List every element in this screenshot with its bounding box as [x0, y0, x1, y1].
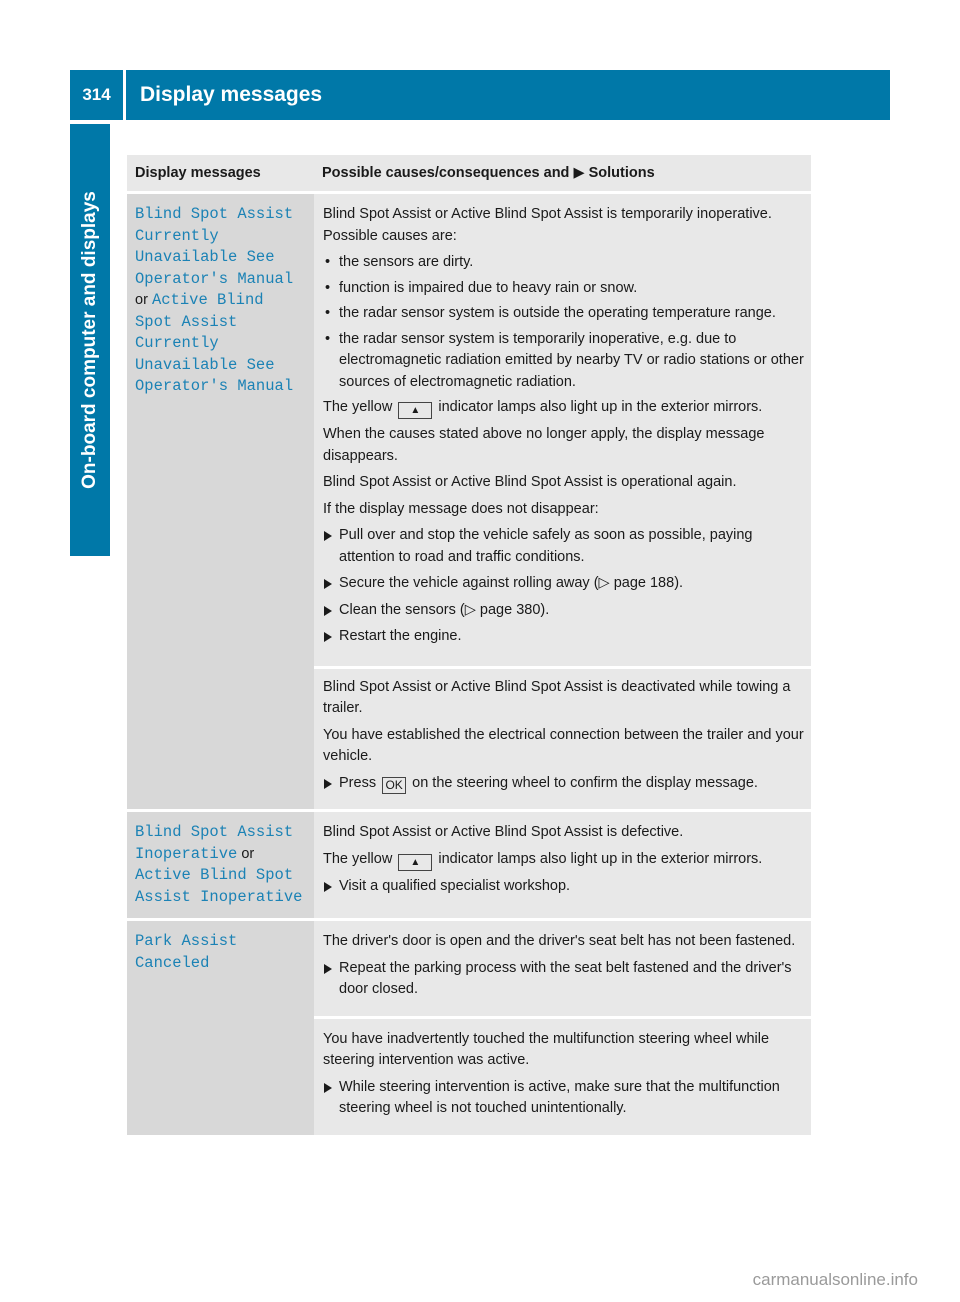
- step-text: Press: [339, 774, 377, 791]
- or-text: or: [241, 845, 255, 862]
- step-text: on the steering wheel to confirm the display message.: [412, 774, 758, 791]
- chapter-label: On-board computer and displays: [79, 191, 100, 489]
- table-row: [127, 811, 811, 920]
- paragraph: Blind Spot Assist or Active Blind Spot Assist is operational again.: [323, 474, 737, 490]
- side-chapter-strip: [70, 124, 110, 556]
- step-item: [323, 773, 807, 795]
- paragraph: When the causes stated above no longer apply, the display message disappears.: [323, 426, 765, 464]
- display-message-text: Active Blind Spot Assist Inoperative: [135, 866, 303, 906]
- step-item: Restart the engine.: [323, 626, 807, 648]
- page-reference-link[interactable]: ▷ page 188: [598, 575, 675, 591]
- table-row: [127, 193, 811, 668]
- paragraph: [323, 397, 807, 419]
- display-message-text: Active Blind Spot Assist Currently Unavailable See Operator's Manual: [135, 291, 294, 395]
- step-item: [323, 573, 807, 595]
- paragraph-text: The yellow: [323, 850, 393, 867]
- display-message-text: Blind Spot Assist Inoperative: [135, 823, 294, 863]
- step-item: Pull over and stop the vehicle safely as soon as possible, paying attention to road and traffic conditions.: [323, 525, 807, 568]
- paragraph: You have inadvertently touched the multifunction steering wheel while steering intervention was active.: [323, 1030, 770, 1068]
- paragraph: Blind Spot Assist or Active Blind Spot Assist is defective.: [323, 824, 684, 840]
- step-text: ).: [674, 575, 684, 591]
- step-item: Visit a qualified specialist workshop.: [323, 876, 807, 898]
- cause-cell: [314, 193, 811, 668]
- or-text: or: [135, 292, 148, 308]
- step-item: [323, 600, 807, 622]
- column-header-messages: Display messages: [127, 155, 314, 193]
- step-text: Clean the sensors (: [339, 601, 465, 618]
- page-header: [70, 70, 890, 120]
- paragraph: You have established the electrical connection between the trailer and your vehicle.: [323, 726, 804, 764]
- page-title: Display messages: [140, 83, 323, 106]
- step-item: While steering intervention is active, make sure that the multifunction steering wheel is not touched unintentionally.: [323, 1077, 807, 1120]
- column-header-causes: Possible causes/consequences and ▶ Solutions: [314, 155, 811, 193]
- ok-button-icon: OK: [382, 777, 406, 794]
- message-cell: [127, 193, 314, 811]
- paragraph: The driver's door is open and the driver's seat belt has not been fastened.: [323, 933, 796, 949]
- page-reference-link[interactable]: ▷ page 380: [464, 601, 541, 618]
- message-cell: [127, 811, 314, 920]
- page-number: 314: [70, 70, 126, 120]
- cause-cell: [314, 667, 811, 811]
- paragraph-text: indicator lamps also light up in the exterior mirrors.: [438, 399, 763, 415]
- paragraph-text: The yellow: [323, 399, 393, 415]
- watermark: carmanualsonline.info: [752, 1270, 918, 1289]
- paragraph-text: indicator lamps also light up in the exterior mirrors.: [438, 850, 763, 867]
- warning-triangle-icon: ▲: [398, 402, 432, 419]
- bullet-item: • function is impaired due to heavy rain or snow.: [323, 278, 807, 300]
- paragraph: Blind Spot Assist or Active Blind Spot Assist is temporarily inoperative. Possible causes are:: [323, 206, 772, 244]
- bullet-item: • the sensors are dirty.: [323, 252, 807, 274]
- bullet-item: • the radar sensor system is temporarily inoperative, e.g. due to electromagnetic radiation emitted by nearby TV or radio stations or other sources of electromagnetic radiation.: [323, 329, 807, 394]
- cause-cell: [314, 811, 811, 920]
- paragraph: If the display message does not disappear:: [323, 500, 599, 517]
- display-message-text: Blind Spot Assist Currently Unavailable See Operator's Manual: [135, 205, 294, 288]
- cause-cell: [314, 920, 811, 1018]
- display-message-text: Park Assist Canceled: [135, 932, 238, 972]
- paragraph: [323, 849, 807, 871]
- message-cell: [127, 920, 314, 1137]
- paragraph: Blind Spot Assist or Active Blind Spot Assist is deactivated while towing a trailer.: [323, 678, 791, 716]
- table-header-row: [127, 155, 811, 193]
- step-text: Secure the vehicle against rolling away (: [339, 575, 599, 591]
- warning-triangle-icon: ▲: [398, 854, 432, 871]
- bullet-item: • the radar sensor system is outside the operating temperature range.: [323, 303, 807, 325]
- table-row: [127, 920, 811, 1018]
- step-text: ).: [540, 601, 550, 618]
- display-messages-table: [127, 155, 811, 1138]
- step-item: Repeat the parking process with the seat belt fastened and the driver's door closed.: [323, 958, 807, 1001]
- cause-cell: [314, 1017, 811, 1136]
